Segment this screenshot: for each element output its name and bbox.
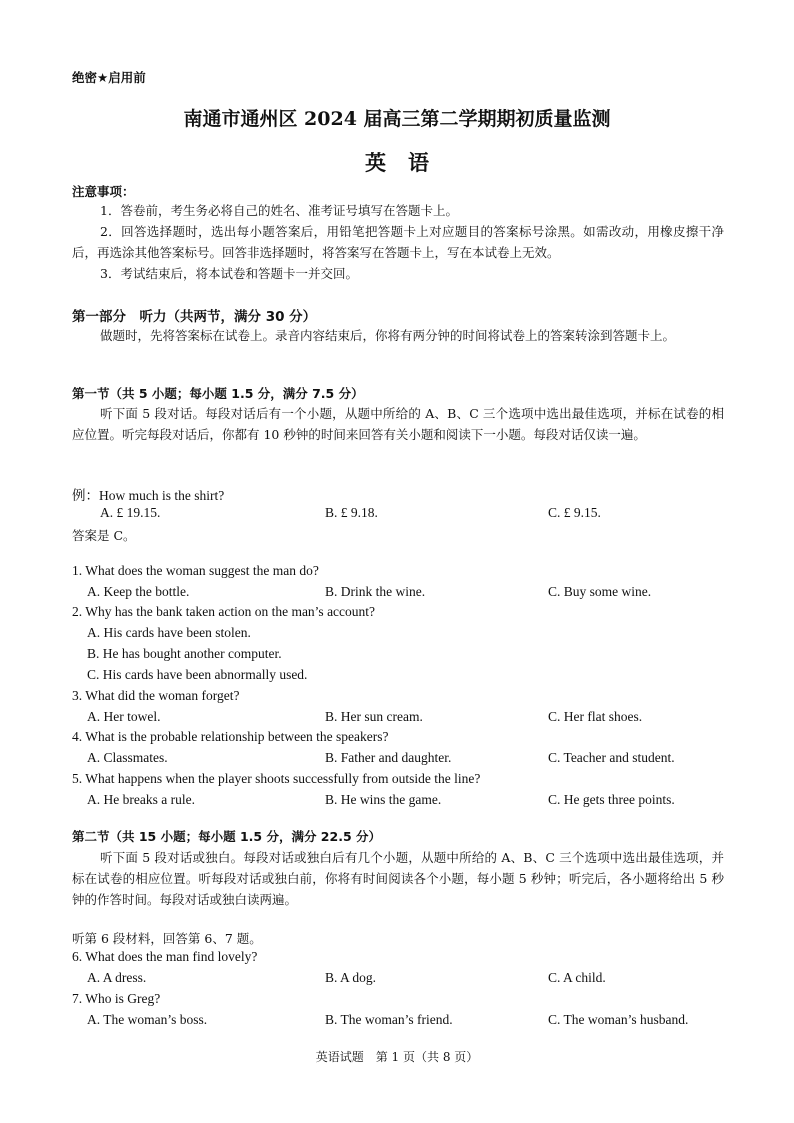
example-option-a: A. £ 19.15.: [100, 505, 161, 520]
question-2: 2. Why has the bank taken action on the man’s account?: [72, 604, 376, 619]
page-footer: 英语试题 第 1 页（共 8 页）: [315, 1050, 479, 1064]
section2-heading: 第二节（共 15 小题；每小题 1.5 分，满分 22.5 分）: [72, 829, 381, 844]
q6-option-a: A. A dress.: [87, 970, 147, 985]
q5-option-c: C. He gets three points.: [548, 792, 675, 807]
question-5: 5. What happens when the player shoots successfully from outside the line?: [72, 771, 481, 786]
question-1: 1. What does the woman suggest the man do?: [72, 563, 319, 578]
q1-option-c: C. Buy some wine.: [548, 584, 652, 599]
section1-intro: 听下面 5 段对话。每段对话后有一个小题，从题中所给的 A、B、C 三个选项中选出最佳选项，并标在试卷的相应位置。听完每段对话后，你都有 10 秒钟的时间来回答有关小题和阅读下一小题。每段对话仅读一遍。: [72, 406, 724, 442]
q4-option-b: B. Father and daughter.: [325, 750, 452, 765]
material-6-instruction: 听第 6 段材料，回答第 6、7 题。: [72, 931, 262, 946]
part1-intro: 做题时，先将答案标在试卷上。录音内容结束后，你将有两分钟的时间将试卷上的答案转涂到答题卡上。: [100, 328, 676, 343]
q3-option-a: A. Her towel.: [87, 709, 161, 724]
notice-item-3: 3．考试结束后，将本试卷和答题卡一并交回。: [100, 266, 358, 281]
question-6: 6. What does the man find lovely?: [72, 949, 258, 964]
question-4: 4. What is the probable relationship between the speakers?: [72, 729, 389, 744]
section1-heading: 第一节（共 5 小题；每小题 1.5 分，满分 7.5 分）: [72, 386, 364, 401]
q4-option-c: C. Teacher and student.: [548, 750, 675, 765]
q2-option-b: B. He has bought another computer.: [87, 646, 282, 661]
q3-option-b: B. Her sun cream.: [325, 709, 423, 724]
q5-option-a: A. He breaks a rule.: [87, 792, 195, 807]
question-7: 7. Who is Greg?: [72, 991, 161, 1006]
q4-option-a: A. Classmates.: [87, 750, 168, 765]
part1-heading: 第一部分 听力（共两节，满分 30 分）: [72, 309, 317, 325]
example-answer: 答案是 C。: [72, 528, 136, 543]
example-option-c: C. £ 9.15.: [548, 505, 601, 520]
q7-option-b: B. The woman’s friend.: [325, 1012, 453, 1027]
notice-heading: 注意事项：: [72, 184, 135, 199]
section2-intro: 听下面 5 段对话或独白。每段对话或独白后有几个小题，从题中所给的 A、B、C 三个选项中选出最佳选项，并标在试卷的相应位置。听每段对话或独白前，你将有时间阅读各个小题，每小题 5 秒钟；听完后，各小题将给出 5 秒钟的作答时间。每段对话或独白读两遍。: [72, 850, 724, 907]
q3-option-c: C. Her flat shoes.: [548, 709, 643, 724]
example-question: 例：How much is the shirt?: [72, 488, 225, 503]
q2-option-a: A. His cards have been stolen.: [87, 625, 251, 640]
exam-title: 南通市通州区 2024 届高三第二学期期初质量监测: [183, 108, 611, 130]
q6-option-c: C. A child.: [548, 970, 606, 985]
question-3: 3. What did the woman forget?: [72, 688, 240, 703]
notice-item-1: 1．答卷前，考生务必将自己的姓名、准考证号填写在答题卡上。: [100, 203, 458, 218]
q7-option-c: C. The woman’s husband.: [548, 1012, 689, 1027]
q1-option-b: B. Drink the wine.: [325, 584, 426, 599]
notice-item-2: 2．回答选择题时，选出每小题答案后，用铅笔把答题卡上对应题目的答案标号涂黑。如需改动，用橡皮擦干净后，再选涂其他答案标号。回答非选择题时，将答案写在答题卡上，写在本试卷上无效。: [72, 224, 724, 260]
q1-option-a: A. Keep the bottle.: [87, 584, 190, 599]
example-option-b: B. £ 9.18.: [325, 505, 378, 520]
q5-option-b: B. He wins the game.: [325, 792, 442, 807]
q6-option-b: B. A dog.: [325, 970, 377, 985]
subject-title: 英语: [365, 150, 451, 175]
q2-option-c: C. His cards have been abnormally used.: [87, 667, 308, 682]
confidential-label: 绝密★启用前: [72, 70, 146, 85]
q7-option-a: A. The woman’s boss.: [87, 1012, 208, 1027]
